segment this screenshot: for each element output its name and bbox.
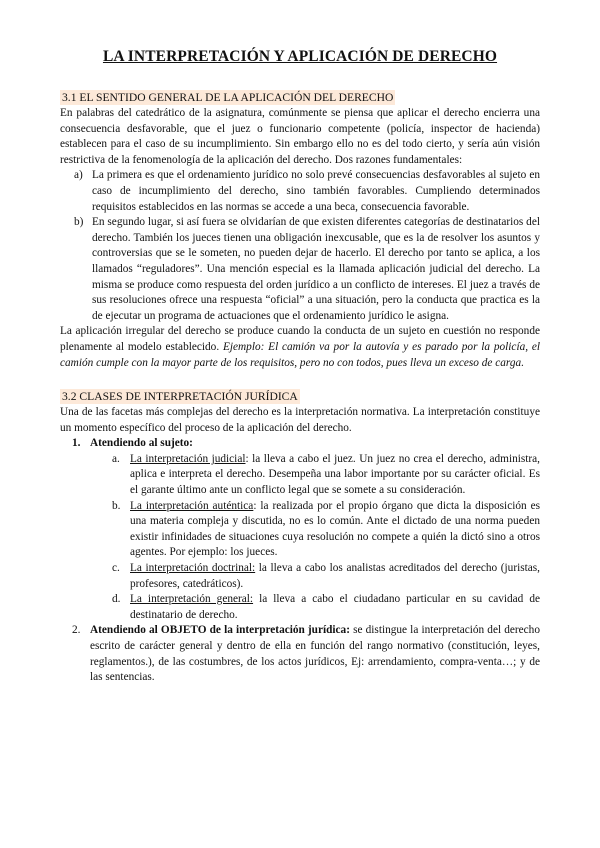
list-marker: b) — [74, 216, 84, 229]
subject-list — [60, 452, 540, 624]
closing-paragraph — [60, 324, 540, 371]
example-text: Ejemplo: El camión va por la autovía y es parado por la policía, el camión cumple con la mayor parte de los requisitos, pero no con todos, pues lleva un exceso de carga. — [60, 340, 541, 369]
reasons-list — [60, 168, 540, 324]
closing-text: La aplicación irregular del derecho se produce cuando la conducta de un sujeto en cuestión no responde plenamente al modelo establecido. — [60, 325, 540, 353]
list-item — [60, 499, 540, 561]
list-marker: d. — [112, 593, 121, 606]
term-text: : la realizada por el propio órgano que dicta la disposición es una materia compleja y discutida, no es lo común. Ante el dictado de una norma pueden existir infinidades de situaciones cuya resolución no compete a quién la dictó sino a otros agentes. Por ejemplo: los jueces. — [130, 499, 541, 559]
section-3-2 — [60, 387, 540, 686]
term-text: la lleva a cabo los analistas acreditados del derecho (juristas, profesores, catedráticos). — [130, 562, 540, 590]
term-label: La interpretación general: — [130, 593, 254, 606]
section-intro: En palabras del catedrático de la asignatura, comúnmente se piensa que aplicar el derecho encierra una consecuencia desfavorable, que el juez o funcionario competente (policía, inspector de hacienda) establecen para el caso de su incumplimiento. Sin embargo ello no es del todo cierto, y sería aún visión restrictiva de la fenomenología de la aplicación del derecho. Dos razones fundamentales: — [60, 107, 540, 166]
nested-list-wrapper — [60, 452, 540, 624]
list-item-label: Atendiendo al sujeto: — [90, 437, 193, 450]
list-marker: b. — [112, 499, 121, 512]
list-item — [60, 168, 540, 215]
section-intro: Una de las facetas más complejas del derecho es la interpretación normativa. La interpretación constituye un momento específico del proceso de la aplicación del derecho. — [60, 406, 540, 434]
term-text: la lleva a cabo el ciudadano particular en su cavidad de destinatario de derecho. — [130, 593, 541, 621]
list-marker: a. — [112, 452, 120, 465]
list-marker: c. — [112, 562, 120, 575]
list-item — [60, 623, 540, 685]
list-item — [60, 215, 540, 324]
list-item — [60, 436, 540, 452]
term-label: La interpretación auténtica — [130, 499, 254, 512]
classification-list — [60, 436, 540, 686]
term-label: La interpretación doctrinal: — [130, 562, 256, 575]
page-title: LA INTERPRETACIÓN Y APLICACIÓN DE DERECHO — [102, 48, 498, 65]
list-item — [60, 561, 540, 592]
section-gap — [60, 371, 540, 387]
section-heading: 3.1 EL SENTIDO GENERAL DE LA APLICACIÓN DEL DERECHO — [62, 91, 394, 104]
list-marker: 1. — [72, 437, 81, 450]
term-text: : la lleva a cabo el juez. Un juez no crea el derecho, administra, aplica e interpreta el derecho. Desempeña una labor importante por su carácter oficial. Es el garante último ante un conflicto legal que se somete a su consideración. — [130, 452, 540, 497]
list-item-text: se distingue la interpretación del derecho escrito de carácter general y dentro de ella en función del rango normativo (constitución, leyes, reglamentos.), de las costumbres, de los actos jurídicos, Ej: arrendamiento, compra-venta…; y de las sentencias. — [90, 624, 540, 684]
list-item — [60, 592, 540, 623]
section-3-1 — [60, 88, 540, 371]
list-item-text: La primera es que el ordenamiento jurídico no solo prevé consecuencias desfavorables al sujeto en caso de incumplimiento del derecho, sino también favorables. Cumpliendo determinados requisitos establecidos en las normas se accede a una beca, consecuencia favorable. — [92, 169, 540, 213]
section-heading: 3.2 CLASES DE INTERPRETACIÓN JURÍDICA — [62, 390, 298, 404]
list-marker: 2. — [72, 624, 81, 637]
list-item-text: En segundo lugar, si así fuera se olvidarían de que existen diferentes categorías de destinatarios del derecho. También los jueces tienen una obligación inexcusable, que es la de resolver los asuntos y controversias que se le someten, no pueden dejar de hacerlo. El derecho por tanto se aplica, a los llamados “reguladores”. Una mención especial es la llamada aplicación judicial del derecho. La misma se produce como respuesta del orden jurídico a un conflicto de intereses. El juez a través de sus resoluciones ofrece una respuesta “oficial” a una situación, pero la conducta que practica es la de ejecutar un programa de actuaciones que el ordenamiento jurídico le asigna. — [92, 216, 540, 322]
term-label: La interpretación judicial — [130, 452, 246, 465]
list-marker: a) — [74, 169, 83, 182]
list-item-label: Atendiendo al OBJETO de la interpretación jurídica: — [90, 624, 350, 637]
list-item — [60, 452, 540, 499]
